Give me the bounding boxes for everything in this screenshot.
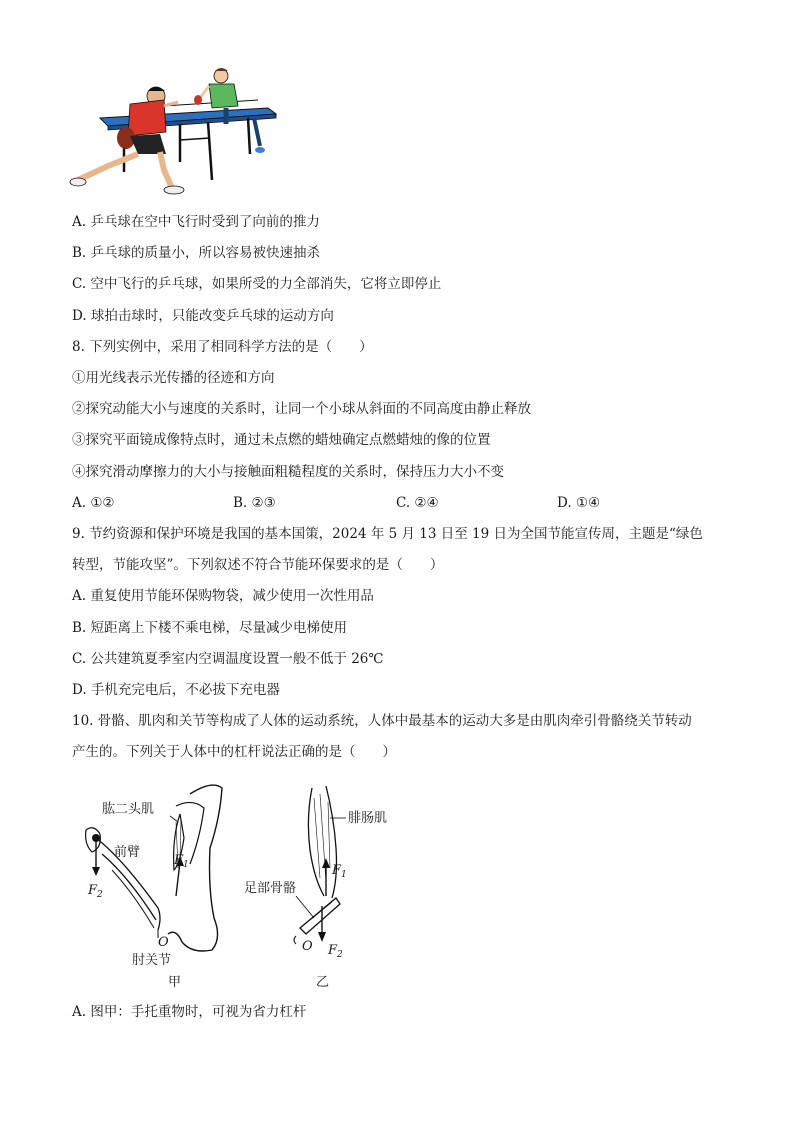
label-pivot-yi: O xyxy=(302,939,313,954)
q7-option-d[interactable]: D. 球拍击球时，只能改变乒乓球的运动方向 xyxy=(72,308,334,324)
q9-option-b[interactable]: B. 短距离上下楼不乘电梯，尽量减少电梯使用 xyxy=(72,620,348,636)
caption-yi: 乙 xyxy=(316,975,330,990)
q9-stem-line2: 转型，节能攻坚”。下列叙述不符合节能环保要求的是（ ） xyxy=(72,557,444,573)
q8-choice-c[interactable]: C. ②④ xyxy=(396,495,439,511)
q7-option-a[interactable]: A. 乒乓球在空中飞行时受到了向前的推力 xyxy=(72,214,320,230)
q10-stem-line1: 10. 骨骼、肌肉和关节等构成了人体的运动系统，人体中最基本的运动大多是由肌肉牵引骨骼绕关节转动 xyxy=(72,713,692,729)
q8-item-4: ④探究滑动摩擦力的大小与接触面粗糙程度的关系时，保持压力大小不变 xyxy=(72,464,504,480)
label-forearm: 前臂 xyxy=(114,845,141,860)
q8-item-3: ③探究平面镜成像特点时，通过未点燃的蜡烛确定点燃蜡烛的像的位置 xyxy=(72,432,491,448)
table-tennis-illustration xyxy=(68,62,283,202)
label-f1-jia: $F_1$ xyxy=(174,853,189,870)
q8-item-1: ①用光线表示光传播的径迹和方向 xyxy=(72,370,275,386)
q8-stem: 8. 下列实例中，采用了相同科学方法的是（ ） xyxy=(72,339,373,355)
q9-stem-line1: 9. 节约资源和保护环境是我国的基本国策，2024 年 5 月 13 日至 19 日为全国节能宣传周，主题是“绿色 xyxy=(72,526,703,542)
q8-item-2: ②探究动能大小与速度的关系时，让同一个小球从斜面的不同高度由静止释放 xyxy=(72,401,531,417)
label-foot-bone: 足部骨骼 xyxy=(244,881,297,896)
label-f2-jia: $F_2$ xyxy=(88,883,103,900)
q9-option-a[interactable]: A. 重复使用节能环保购物袋，减少使用一次性用品 xyxy=(72,588,374,604)
label-biceps: 肱二头肌 xyxy=(102,802,155,817)
q7-option-b[interactable]: B. 乒乓球的质量小，所以容易被快速抽杀 xyxy=(72,245,321,261)
q8-choice-a[interactable]: A. ①② xyxy=(72,495,115,511)
q8-choice-d[interactable]: D. ①④ xyxy=(557,495,601,511)
q7-option-c[interactable]: C. 空中飞行的乒乓球，如果所受的力全部消失，它将立即停止 xyxy=(72,276,442,292)
q10-stem-line2: 产生的。下列关于人体中的杠杆说法正确的是（ ） xyxy=(72,744,396,760)
figure-jia-arm-lever xyxy=(72,778,252,993)
label-elbow-joint: 肘关节 xyxy=(132,953,172,968)
figure-yi-leg-lever xyxy=(240,778,410,993)
label-f2-yi: $F_2$ xyxy=(328,943,343,960)
q8-choice-b[interactable]: B. ②③ xyxy=(233,495,276,511)
label-calf-muscle: 腓肠肌 xyxy=(348,811,388,826)
label-pivot-jia: O xyxy=(158,935,169,950)
q10-option-a[interactable]: A. 图甲：手托重物时，可视为省力杠杆 xyxy=(72,1004,307,1020)
label-f1-yi: $F_1$ xyxy=(332,863,347,880)
q9-option-c[interactable]: C. 公共建筑夏季室内空调温度设置一般不低于 26℃ xyxy=(72,651,384,667)
caption-jia: 甲 xyxy=(168,975,182,990)
q9-option-d[interactable]: D. 手机充完电后，不必拔下充电器 xyxy=(72,682,280,698)
